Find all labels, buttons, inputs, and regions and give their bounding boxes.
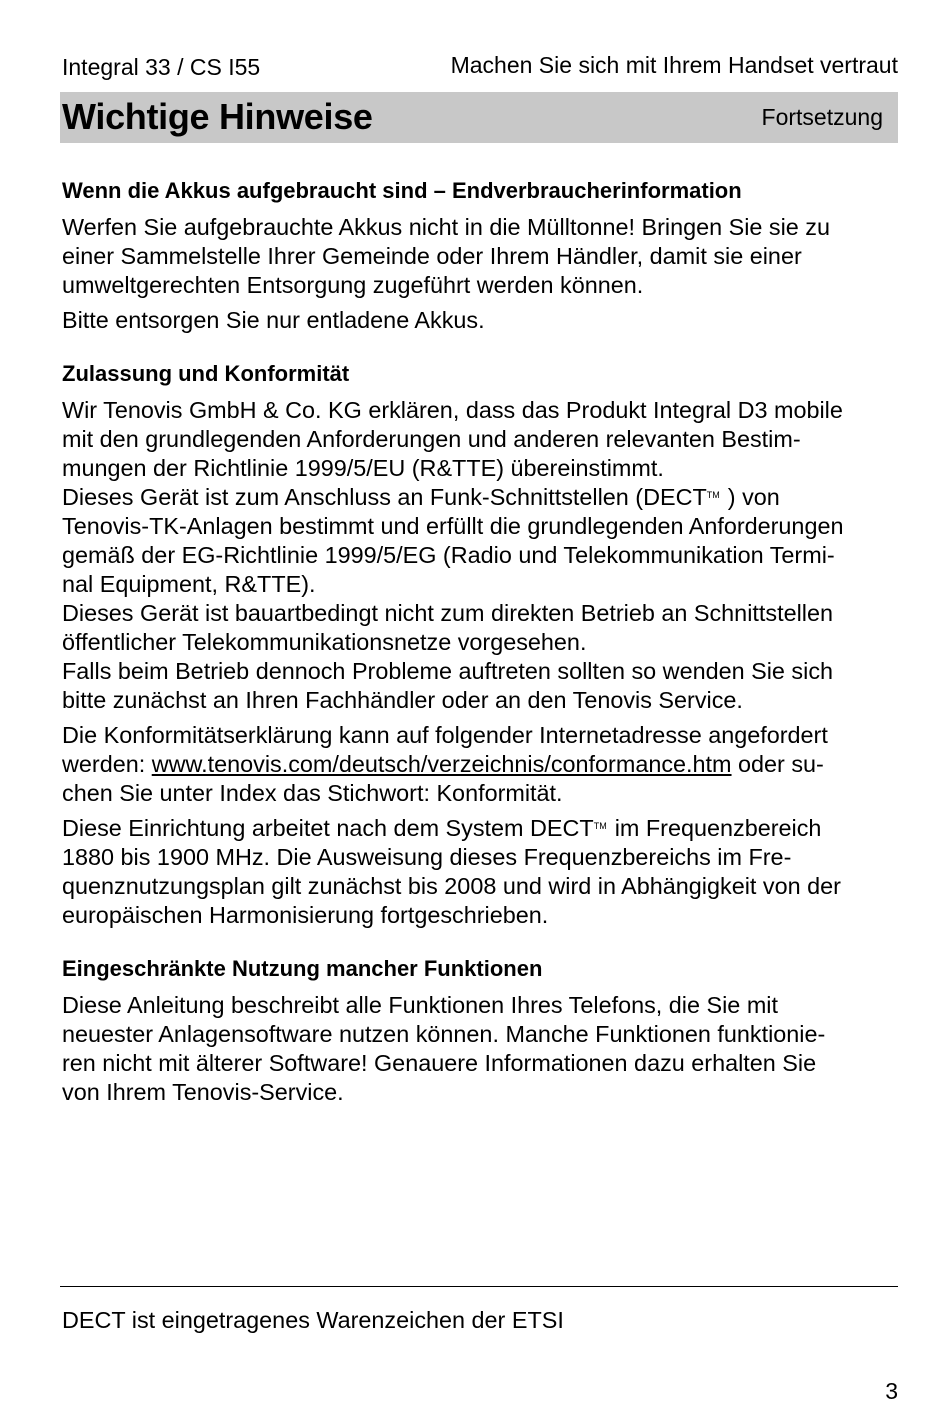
page-title: Wichtige Hinweise — [62, 96, 373, 137]
text-line: von Ihrem Tenovis-Service. — [62, 1079, 344, 1105]
main-content — [62, 176, 907, 1131]
text-line: quenznutzungsplan gilt zunächst bis 2008 und wird in Abhängigkeit von der — [62, 873, 841, 899]
footnote-divider — [60, 1286, 898, 1287]
text-line: Die Konformitätserklärung kann auf folgender Internetadresse angefordert — [62, 722, 828, 748]
text-line: Falls beim Betrieb dennoch Probleme auftreten sollten so wenden Sie sich — [62, 658, 834, 684]
trademark-mark: TM — [706, 490, 720, 500]
header-model: Integral 33 / CS I55 — [62, 54, 261, 80]
text-line: Diese Anleitung beschreibt alle Funktionen Ihres Telefons, die Sie mit — [62, 992, 778, 1018]
page-subtitle: Fortsetzung — [761, 104, 883, 130]
paragraph — [62, 991, 907, 1107]
section-heading: Zulassung und Konformität — [62, 361, 350, 386]
paragraph — [62, 306, 907, 335]
text-line: einer Sammelstelle Ihrer Gemeinde oder Ihrem Händler, damit sie einer — [62, 243, 802, 269]
text-line: ren nicht mit älterer Software! Genauere Informationen dazu erhalten Sie — [62, 1050, 817, 1076]
text-line: Diese Einrichtung arbeitet nach dem System DECT — [62, 815, 594, 841]
text-line: nal Equipment, R&TTE). — [62, 571, 316, 597]
text-fragment: ) von — [727, 484, 780, 510]
paragraph — [62, 814, 907, 930]
text-line: Werfen Sie aufgebrauchte Akkus nicht in die Mülltonne! Bringen Sie sie zu — [62, 214, 831, 240]
text-fragment: werden: — [62, 751, 152, 777]
text-line: neuester Anlagensoftware nutzen können. Manche Funktionen funktionie- — [62, 1021, 826, 1047]
section-heading: Eingeschränkte Nutzung mancher Funktionen — [62, 956, 543, 981]
paragraph — [62, 396, 907, 715]
text-line: chen Sie unter Index das Stichwort: Konformität. — [62, 780, 563, 806]
text-line: Tenovis-TK-Anlagen bestimmt und erfüllt die grundlegenden Anforderungen — [62, 513, 844, 539]
trademark-mark: TM — [593, 821, 607, 831]
text-line: 1880 bis 1900 MHz. Die Ausweisung dieses Frequenzbereichs im Fre- — [62, 844, 792, 870]
header-chapter: Machen Sie sich mit Ihrem Handset vertraut — [450, 52, 898, 78]
section-banner — [60, 92, 898, 143]
text-line: Dieses Gerät ist bauartbedingt nicht zum direkten Betrieb an Schnittstellen — [62, 600, 834, 626]
section-heading: Wenn die Akkus aufgebraucht sind – Endverbraucherinformation — [62, 178, 742, 203]
text-fragment: oder su- — [731, 751, 824, 777]
text-line: Bitte entsorgen Sie nur entladene Akkus. — [62, 307, 485, 333]
text-line: mit den grundlegenden Anforderungen und anderen relevanten Bestim- — [62, 426, 801, 452]
text-line: Dieses Gerät ist zum Anschluss an Funk-Schnittstellen (DECT — [62, 484, 707, 510]
section-akkus — [62, 176, 907, 335]
paragraph — [62, 721, 907, 808]
paragraph — [62, 213, 907, 300]
text-line: umweltgerechten Entsorgung zugeführt werden können. — [62, 272, 644, 298]
section-zulassung — [62, 359, 907, 930]
page-number: 3 — [885, 1378, 898, 1404]
section-nutzung — [62, 954, 907, 1107]
text-fragment: im Frequenzbereich — [614, 815, 822, 841]
conformance-link[interactable]: www.tenovis.com/deutsch/verzeichnis/conformance.htm — [151, 751, 732, 777]
footnote: DECT ist eingetragenes Warenzeichen der ETSI — [62, 1307, 564, 1333]
text-line: europäischen Harmonisierung fortgeschrieben. — [62, 902, 549, 928]
text-line: Wir Tenovis GmbH & Co. KG erklären, dass das Produkt Integral D3 mobile — [62, 397, 843, 423]
text-line: gemäß der EG-Richtlinie 1999/5/EG (Radio und Telekommunikation Termi- — [62, 542, 835, 568]
text-line: mungen der Richtlinie 1999/5/EU (R&TTE) übereinstimmt. — [62, 455, 664, 481]
text-line: bitte zunächst an Ihren Fachhändler oder an den Tenovis Service. — [62, 687, 743, 713]
text-line: öffentlicher Telekommunikationsnetze vorgesehen. — [62, 629, 587, 655]
